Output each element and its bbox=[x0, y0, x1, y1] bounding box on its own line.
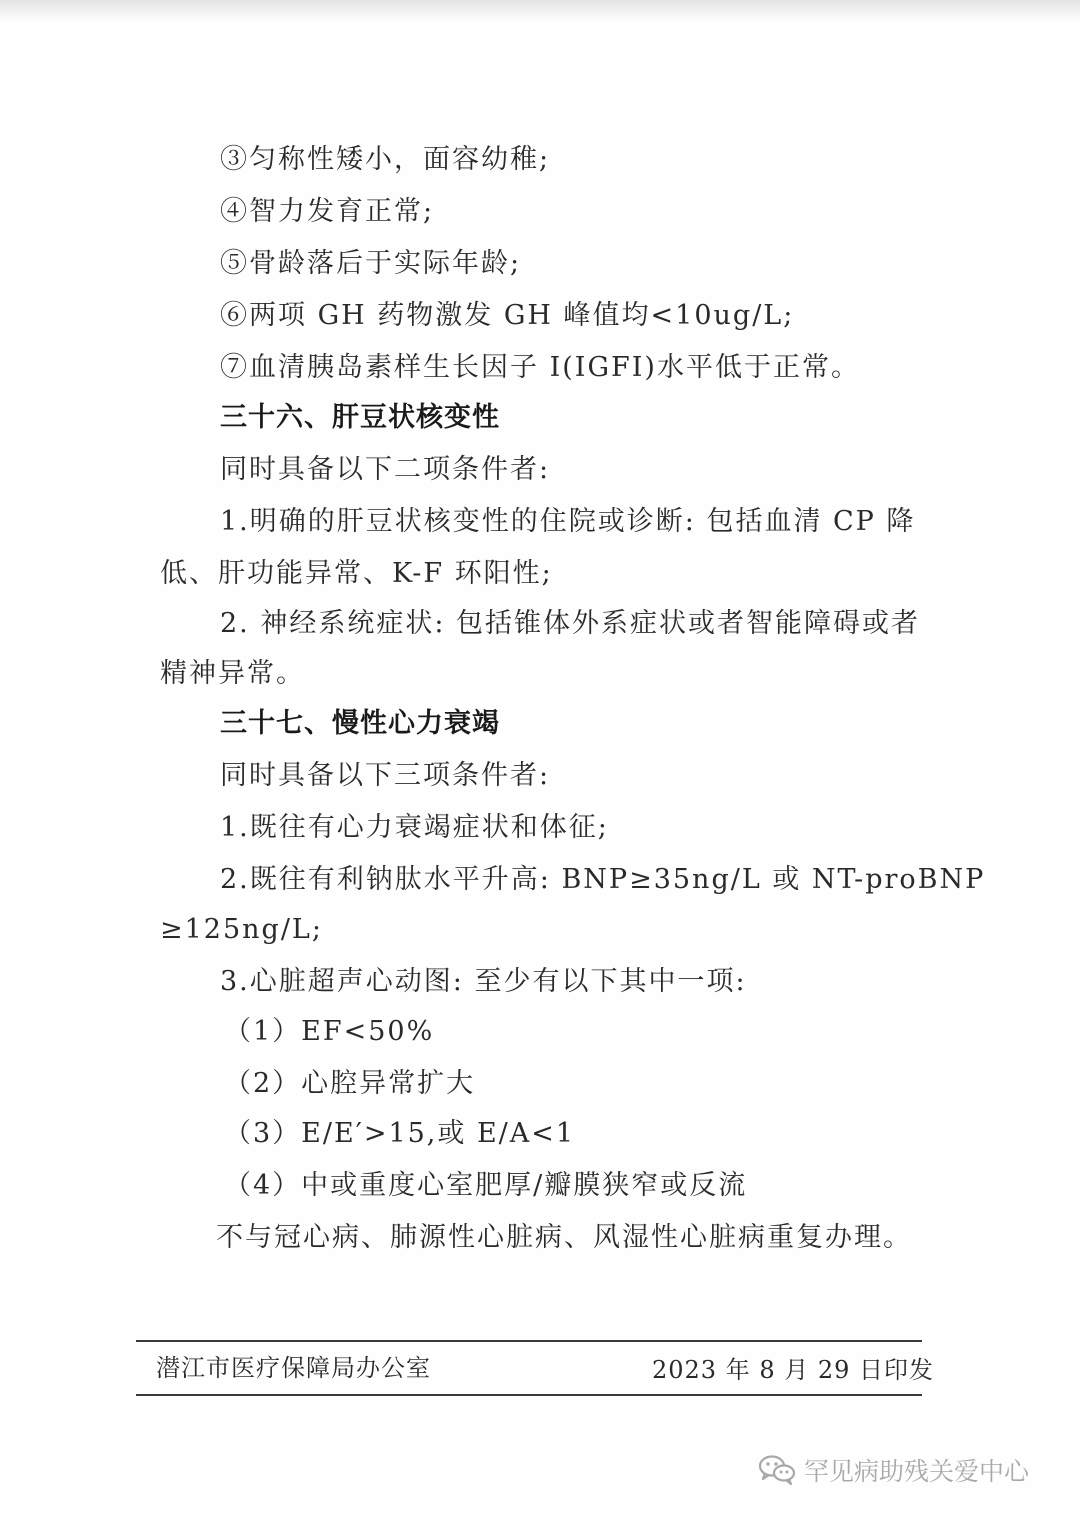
issue-date: 2023 年 8 月 29 日印发 bbox=[652, 1356, 935, 1384]
issuing-office: 潜江市医疗保障局办公室 bbox=[156, 1354, 431, 1382]
section-37-sub3: （3）E/E′>15,或 E/A<1 bbox=[224, 1118, 576, 1149]
section-36-intro: 同时具备以下二项条件者: bbox=[220, 454, 551, 485]
section-37-sub4: （4）中或重度心室肥厚/瓣膜狭窄或反流 bbox=[224, 1170, 748, 1201]
criterion-3: ③匀称性矮小，面容幼稚; bbox=[220, 144, 551, 175]
section-37-intro: 同时具备以下三项条件者: bbox=[220, 760, 551, 791]
section-36-item1-line2: 低、肝功能异常、K-F 环阳性; bbox=[160, 558, 553, 589]
section-36-item1-line1: 1.明确的肝豆状核变性的住院或诊断: 包括血清 CP 降 bbox=[220, 506, 916, 537]
footer-top-rule bbox=[136, 1340, 922, 1342]
criterion-6: ⑥两项 GH 药物激发 GH 峰值均<10ug/L; bbox=[220, 300, 795, 331]
section-36-heading: 三十六、肝豆状核变性 bbox=[220, 402, 500, 433]
section-36-item2-line2: 精神异常。 bbox=[160, 658, 305, 689]
criterion-4: ④智力发育正常; bbox=[220, 196, 435, 227]
section-37-heading: 三十七、慢性心力衰竭 bbox=[220, 708, 500, 739]
section-37-sub1: （1）EF<50% bbox=[224, 1016, 435, 1047]
scan-edge bbox=[0, 0, 1080, 22]
watermark bbox=[758, 1450, 1029, 1490]
section-36-item2-line1: 2. 神经系统症状: 包括锥体外系症状或者智能障碍或者 bbox=[220, 608, 921, 639]
section-37-item3: 3.心脏超声心动图: 至少有以下其中一项: bbox=[220, 966, 747, 997]
wechat-icon bbox=[758, 1454, 796, 1486]
section-37-item2-line1: 2.既往有利钠肽水平升高: BNP≥35ng/L 或 NT-proBNP bbox=[220, 864, 986, 895]
watermark-text: 罕见病助残关爱中心 bbox=[804, 1457, 1030, 1486]
section-37-item1: 1.既往有心力衰竭症状和体征; bbox=[220, 812, 609, 843]
section-37-item2-line2: ≥125ng/L; bbox=[160, 914, 323, 945]
section-37-note: 不与冠心病、肺源性心脏病、风湿性心脏病重复办理。 bbox=[216, 1222, 912, 1253]
footer-bottom-rule bbox=[136, 1394, 922, 1396]
criterion-5: ⑤骨龄落后于实际年龄; bbox=[220, 248, 522, 279]
section-37-sub2: （2）心腔异常扩大 bbox=[224, 1068, 476, 1099]
criterion-7: ⑦血清胰岛素样生长因子 I(IGFI)水平低于正常。 bbox=[220, 352, 860, 383]
